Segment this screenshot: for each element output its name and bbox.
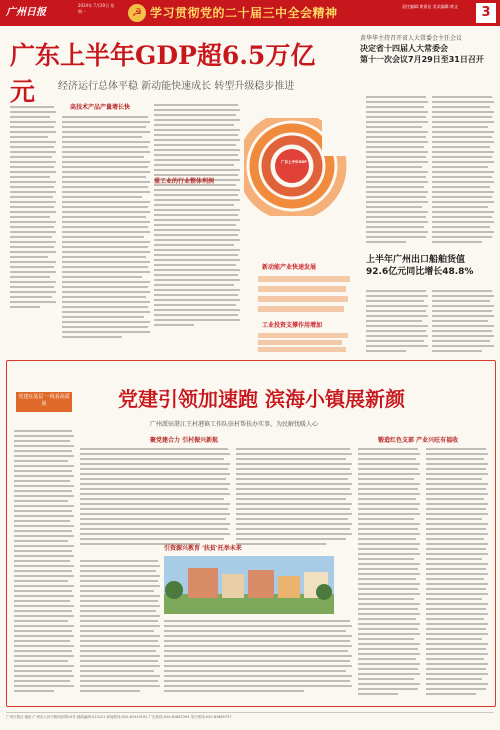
side-notice[interactable] — [360, 34, 494, 90]
ring-center-label: 广东上半年GDP — [281, 160, 307, 164]
side-notice-kicker: 黄华华主持召开省人大常委会主任会议 — [360, 35, 463, 42]
section-heading-2: 引资源兴教育 '扶贫'托举未来 — [164, 545, 242, 552]
feature-subheadline: 广州派驻湛江王村港镇工作队驻村帮扶办实事，为民解忧暖人心 — [150, 421, 319, 428]
photo-building-2 — [222, 574, 244, 598]
party-emblem-icon: ☭ — [128, 4, 146, 22]
newspaper-logo: 广州日报 — [6, 7, 46, 18]
page-number: 3 — [476, 3, 496, 23]
feature-headline[interactable]: 党建引领加速跑 滨海小镇展新颜 — [118, 387, 405, 411]
lead-body-col-1 — [10, 106, 56, 356]
right-body-col-4 — [432, 290, 494, 354]
page-footer: 广州日报社 地址:广州市人民中路同乐路10号 邮政编码:510121 新闻热线:020-81919191 广告热线:020-81887294 发行热线:020-81665757 — [6, 712, 494, 725]
bar-1 — [258, 276, 350, 282]
right-body-col-2 — [432, 96, 494, 252]
photo-tree-2 — [316, 584, 332, 600]
masthead — [0, 0, 500, 26]
right-body-col-1 — [366, 96, 428, 252]
bar-3 — [258, 296, 348, 302]
column-tag: 党建在基层 一线看高质展 — [16, 392, 72, 412]
investment-bars-graphic — [256, 332, 356, 354]
section-heading-3: 锻造红色支部 产业兴旺有福收 — [378, 437, 459, 444]
bar-5 — [258, 333, 348, 338]
subhead-industrial-investment: 工业投资支撑作用增加 — [262, 322, 323, 329]
feature-col-7 — [426, 448, 488, 700]
lead-body-col-2 — [62, 116, 150, 354]
bar-7 — [258, 347, 346, 352]
bar-4 — [258, 306, 344, 312]
lead-body-col-3 — [154, 104, 240, 354]
right-body-col-3 — [366, 290, 428, 354]
feature-col-4 — [80, 560, 160, 700]
subhead-new-momentum: 新动能产业快速发展 — [262, 264, 317, 271]
issue-date: 2024年 7月29日 星期一 — [78, 3, 115, 14]
editor-credits: 责任编辑:黄嘉仪 美术编辑:黄文 — [402, 4, 458, 9]
bar-2 — [258, 286, 346, 292]
village-school-photo — [164, 556, 334, 614]
side-headline-shipping[interactable] — [366, 254, 494, 286]
photo-tree-1 — [165, 581, 183, 599]
subhead-high-tech: 高技术产品产量增长快 — [70, 104, 131, 111]
photo-building-4 — [278, 576, 300, 598]
side-headline-shipping-1: 上半年广州出口船舶货值 — [366, 255, 466, 265]
banner-slogan: 学习贯彻党的二十届三中全会精神 — [150, 6, 338, 20]
feature-col-2 — [80, 448, 230, 548]
feature-col-5 — [164, 620, 352, 700]
lead-headline[interactable]: 广东上半年GDP超6.5万亿元 — [10, 41, 316, 106]
section-heading-1: 聚党建合力 引村振兴新航 — [150, 437, 219, 444]
feature-col-1 — [14, 430, 74, 700]
bar-6 — [258, 340, 342, 345]
photo-building-1 — [188, 568, 218, 598]
feature-col-6 — [358, 448, 420, 700]
side-headline-shipping-2: 92.6亿元同比增长48.8% — [366, 267, 474, 277]
photo-building-3 — [248, 570, 274, 598]
subhead-heavy-industry: 重工业的行业整体利润 — [154, 178, 215, 185]
feature-col-3 — [236, 448, 352, 548]
side-notice-title-1: 决定省十四届人大常委会 — [360, 44, 448, 53]
side-notice-title-2: 第十一次会议7月29日至31日召开 — [360, 55, 484, 64]
lead-subheadline: 经济运行总体平稳 新动能快速成长 转型升级稳步推进 — [58, 81, 295, 92]
